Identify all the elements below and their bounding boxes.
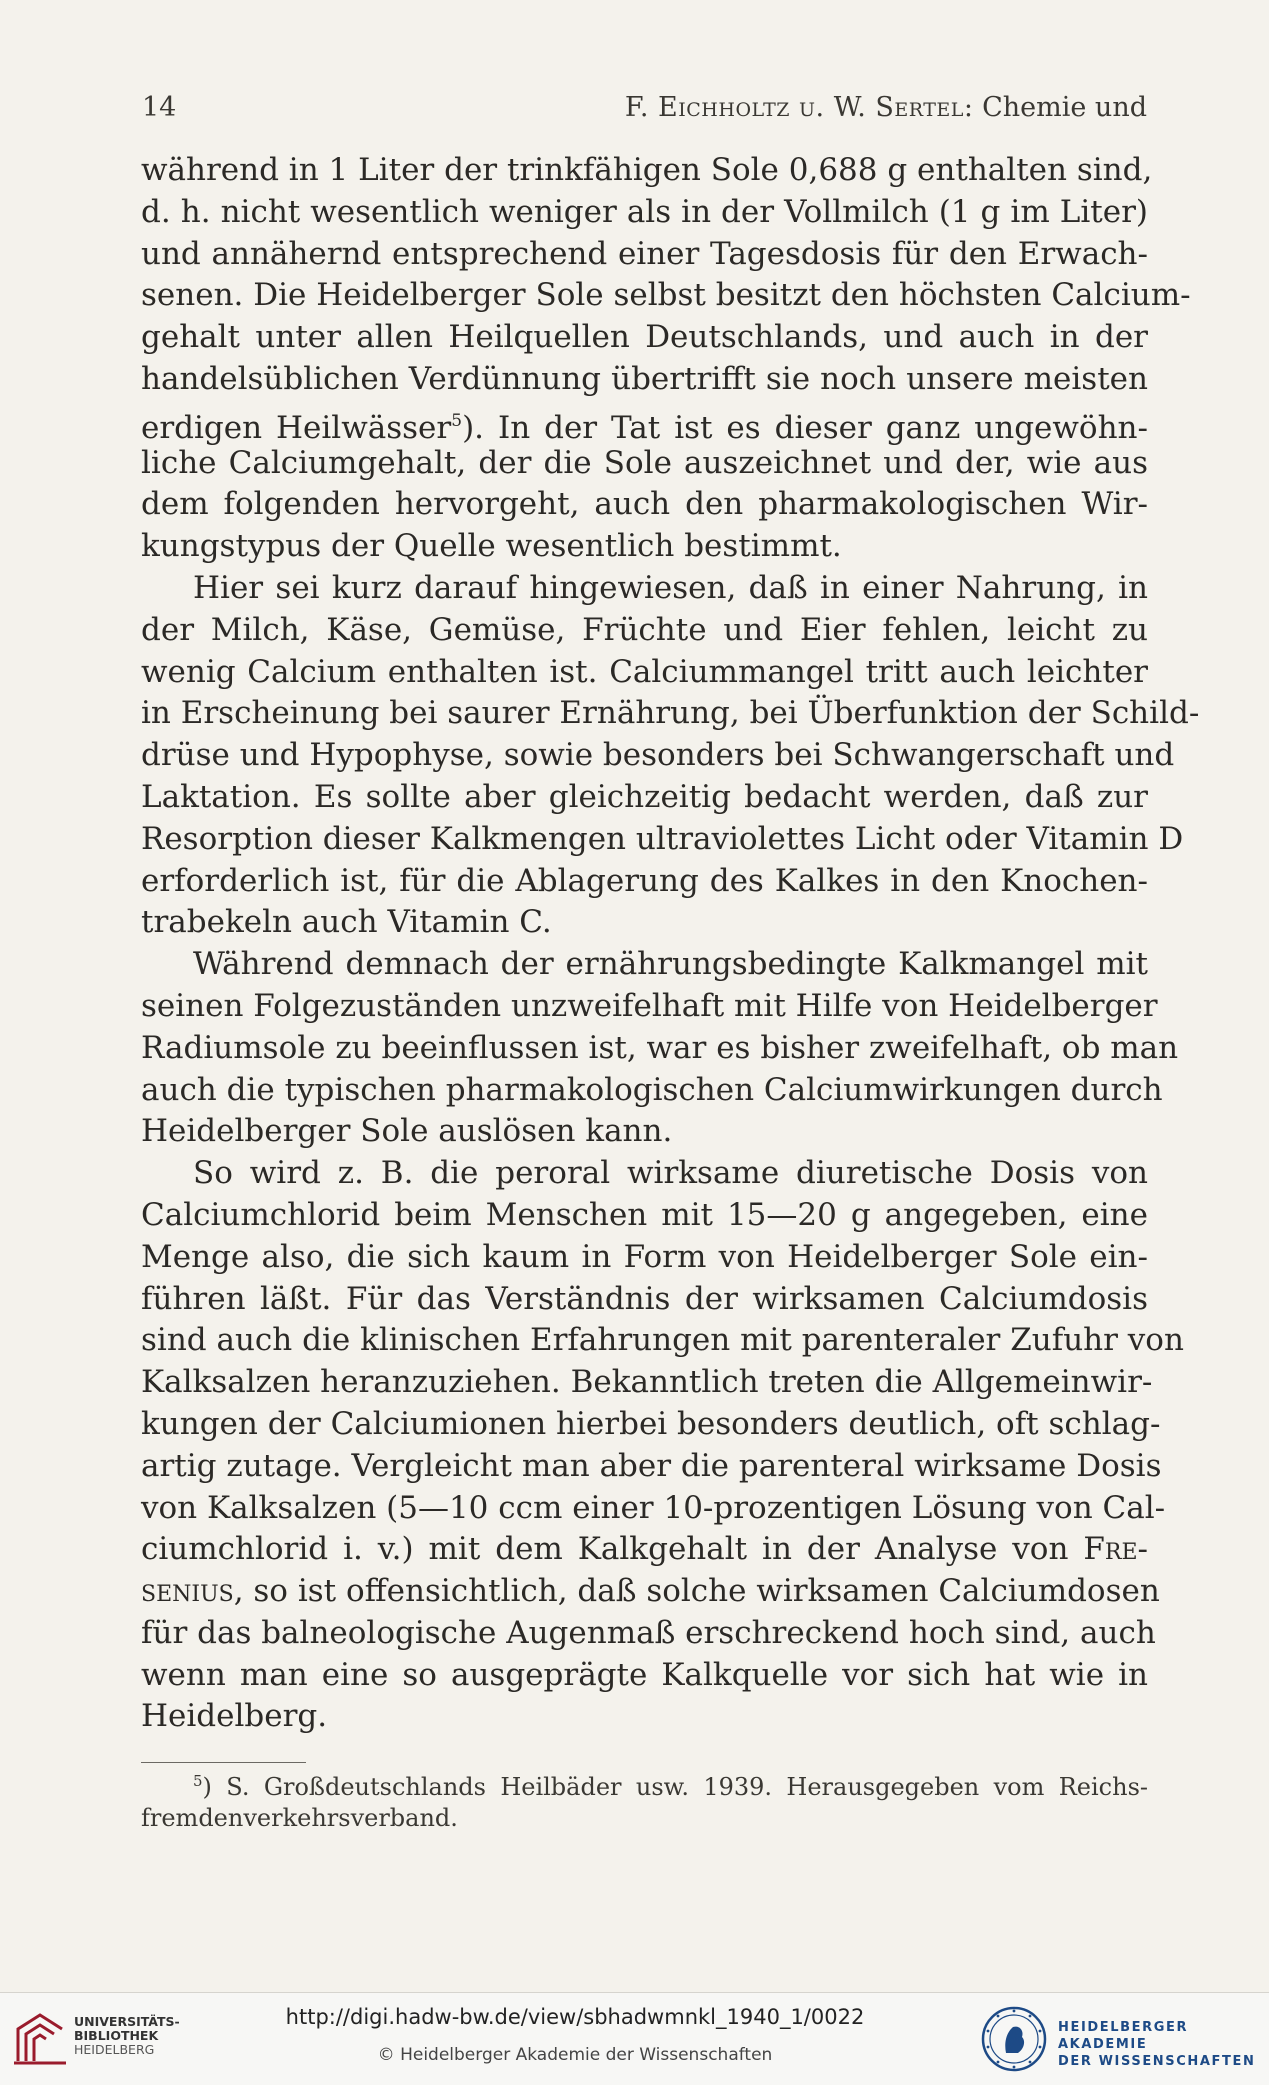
- text-fragment: ). In der Tat ist es dieser ganz ungewöhn-: [462, 409, 1148, 446]
- text-line: gehalt unter allen Heilquellen Deutschlands, und auch in der: [141, 319, 1148, 356]
- text-line: trabekeln auch Vitamin C.: [141, 904, 552, 941]
- text-line: von Kalksalzen (5—10 ccm einer 10-prozentigen Lösung von Cal-: [141, 1489, 1166, 1526]
- footnote-5-continued: fremdenverkehrsverband.: [141, 1804, 458, 1832]
- text-line: Laktation. Es sollte aber gleichzeitig bedacht werden, daß zur: [141, 778, 1148, 815]
- text-line: Heidelberger Sole auslösen kann.: [141, 1113, 673, 1150]
- text-line: artig zutage. Vergleicht man aber die parenteral wirksame Dosis: [141, 1447, 1162, 1484]
- page-number: 14: [142, 92, 177, 123]
- text-line: erforderlich ist, für die Ablagerung des Kalkes in den Knochen-: [141, 862, 1148, 899]
- text-line: senen. Die Heidelberger Sole selbst besitzt den höchsten Calcium-: [141, 277, 1191, 314]
- text-line: Während demnach der ernährungsbedingte Kalkmangel mit: [193, 946, 1148, 983]
- text-line: Hier sei kurz darauf hingewiesen, daß in einer Nahrung, in: [193, 569, 1148, 606]
- text-line: So wird z. B. die peroral wirksame diuretische Dosis von: [193, 1155, 1148, 1192]
- text-line: der Milch, Käse, Gemüse, Früchte und Eier fehlen, leicht zu: [141, 611, 1148, 648]
- running-head-authors: F. Eichholtz u. W. Sertel:: [624, 92, 974, 123]
- text-line: liche Calciumgehalt, der die Sole auszeichnet und der, wie aus: [141, 444, 1148, 481]
- text-line: seinen Folgezuständen unzweifelhaft mit Hilfe von Heidelberger: [141, 987, 1158, 1024]
- footnotes: [141, 1763, 1148, 1837]
- text-fragment: erdigen Heilwässer: [141, 409, 452, 446]
- text-line: Kalksalzen heranzuziehen. Bekanntlich treten die Allgemeinwir-: [141, 1364, 1153, 1401]
- text-line: drüse und Hypophyse, sowie besonders bei Schwangerschaft und: [141, 737, 1175, 774]
- text-line: handelsüblichen Verdünnung übertrifft sie noch unsere meisten: [141, 360, 1148, 397]
- text-line: senius, so ist offensichtlich, daß solche wirksamen Calciumdosen: [141, 1573, 1160, 1610]
- body-text: [141, 150, 1200, 1738]
- copyright-notice: © Heidelberger Akademie der Wissenschaften: [377, 2045, 773, 2065]
- text-line: d. h. nicht wesentlich weniger als in der Vollmilch (1 g im Liter): [141, 193, 1148, 230]
- running-head-topic: Chemie und: [982, 92, 1147, 123]
- text-line: während in 1 Liter der trinkfähigen Sole 0,688 g enthalten sind,: [141, 152, 1153, 188]
- text-line: Menge also, die sich kaum in Form von Heidelberger Sole ein-: [141, 1238, 1148, 1275]
- permalink-url[interactable]: http://digi.hadw-bw.de/view/sbhadwmnkl_1940_1/0022: [285, 2005, 865, 2029]
- text-line: Resorption dieser Kalkmengen ultraviolettes Licht oder Vitamin D: [141, 820, 1184, 857]
- university-library-name: UNIVERSITÄTS- BIBLIOTHEK HEIDELBERG: [74, 2014, 180, 2057]
- viewer-footer: [0, 1992, 1269, 2085]
- academy-seal-icon: [980, 2005, 1048, 2073]
- text-line: Calciumchlorid beim Menschen mit 15—20 g angegeben, eine: [141, 1196, 1148, 1233]
- text-line: und annähernd entsprechend einer Tagesdosis für den Erwach-: [141, 235, 1148, 272]
- text-line: ciumchlorid i. v.) mit dem Kalkgehalt in der Analyse von Fre-: [141, 1531, 1148, 1568]
- academy-name: HEIDELBERGER AKADEMIE DER WISSENSCHAFTEN: [1058, 2020, 1256, 2069]
- text-line: kungen der Calciumionen hierbei besonders deutlich, oft schlag-: [141, 1405, 1161, 1442]
- text-line: Radiumsole zu beeinflussen ist, war es bisher zweifelhaft, ob man: [141, 1029, 1179, 1066]
- text-line: in Erscheinung bei saurer Ernährung, bei Überfunktion der Schild-: [141, 695, 1200, 732]
- text-line: wenig Calcium enthalten ist. Calciummangel tritt auch leichter: [141, 653, 1148, 690]
- footnote-marker: 5: [193, 1772, 203, 1790]
- text-line: kungstypus der Quelle wesentlich bestimmt.: [141, 528, 842, 565]
- text-line: wenn man eine so ausgeprägte Kalkquelle vor sich hat wie in: [141, 1656, 1148, 1693]
- running-title: [625, 92, 1147, 123]
- text-line: [141, 401, 1148, 446]
- footnote-text: ) S. Großdeutschlands Heilbäder usw. 1939. Herausgegeben vom Reichs-: [202, 1773, 1148, 1801]
- university-library-logo-icon: [10, 2007, 72, 2069]
- text-line: Heidelberg.: [141, 1698, 328, 1735]
- text-line: sind auch die klinischen Erfahrungen mit parenteraler Zufuhr von: [141, 1322, 1184, 1359]
- footnote-5: [141, 1763, 1148, 1800]
- text-line: auch die typischen pharmakologischen Calciumwirkungen durch: [141, 1071, 1163, 1108]
- text-line: für das balneologische Augenmaß erschreckend hoch sind, auch: [141, 1614, 1156, 1651]
- text-line: dem folgenden hervorgeht, auch den pharmakologischen Wir-: [141, 486, 1148, 523]
- footnote-reference: 5: [451, 410, 463, 431]
- text-line: führen läßt. Für das Verständnis der wirksamen Calciumdosis: [141, 1280, 1148, 1317]
- running-head: [142, 92, 1147, 132]
